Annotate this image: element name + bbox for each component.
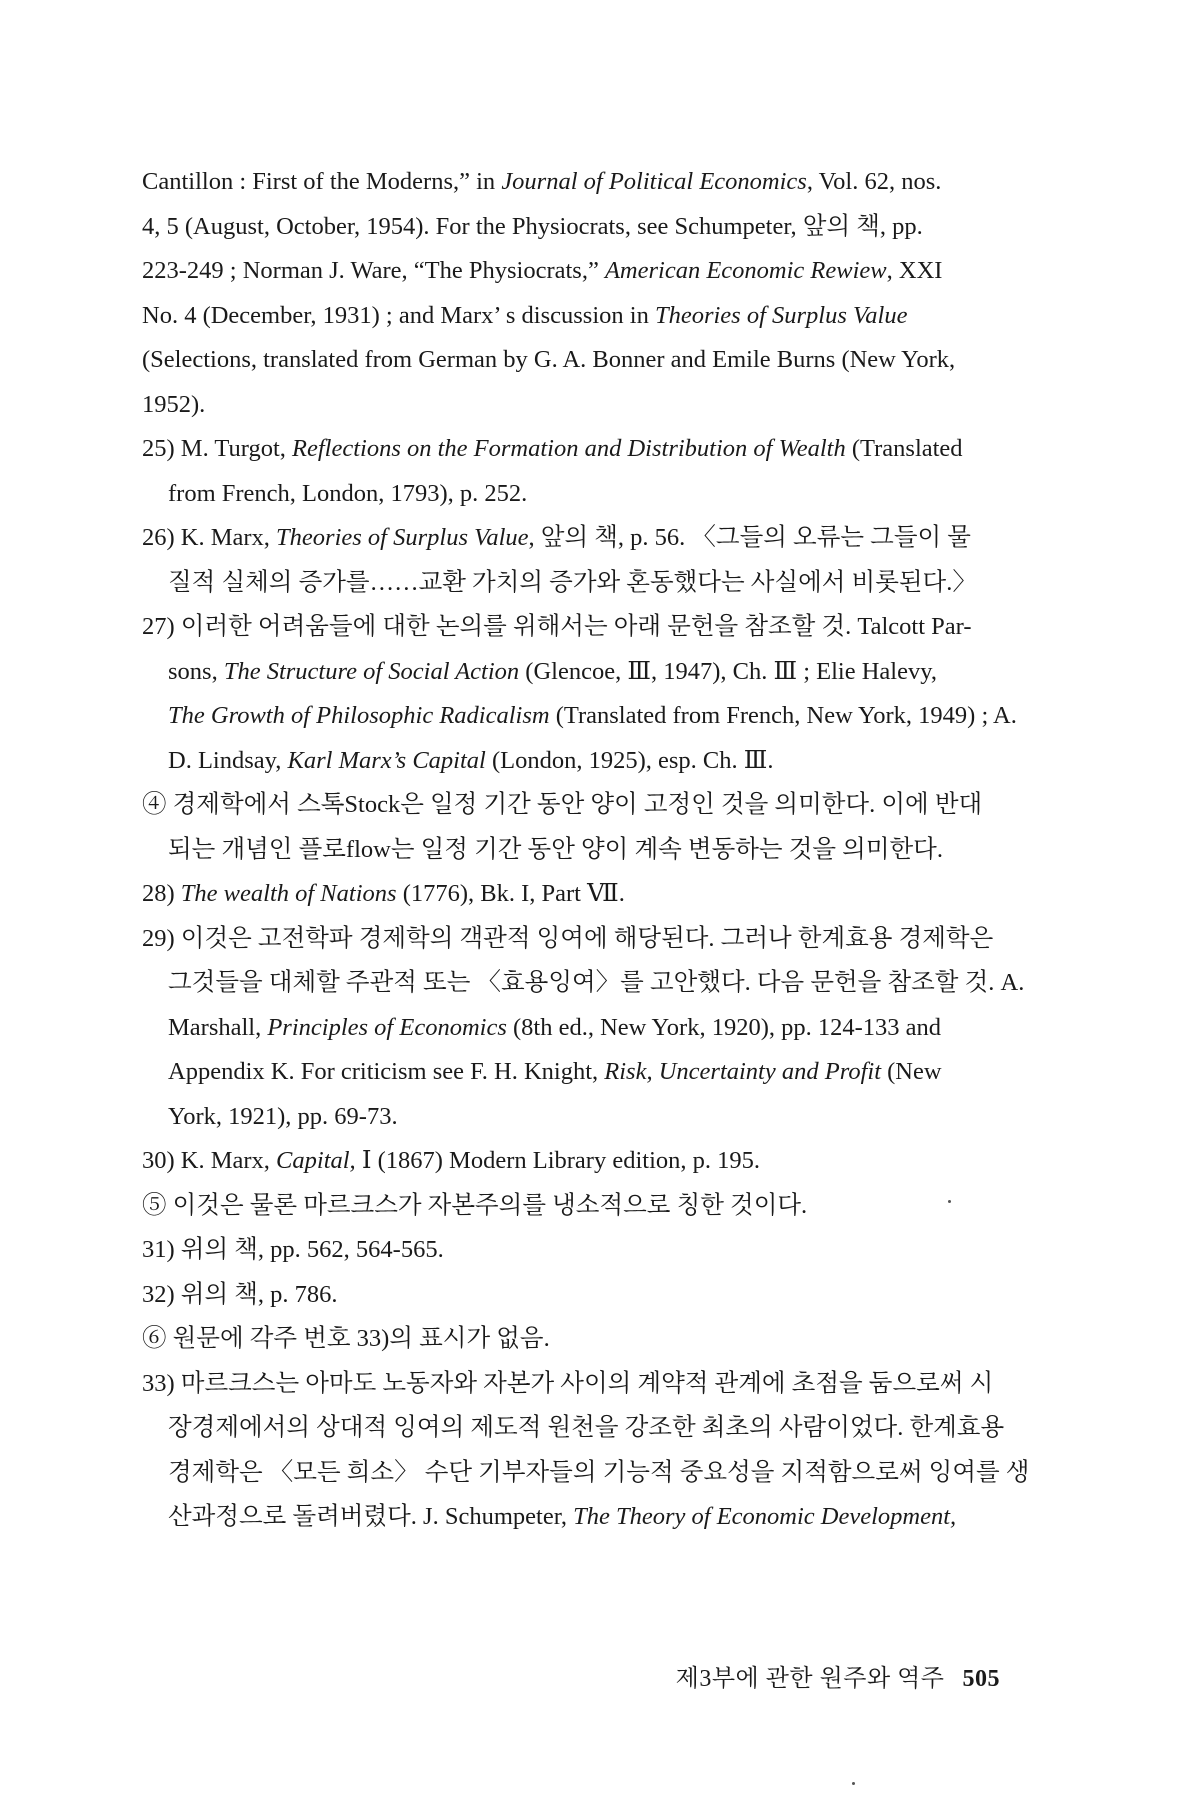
note-line: D. Lindsay, Karl Marx’s Capital (London, 1925), esp. Ch. Ⅲ. — [168, 746, 774, 774]
footnotes-body — [142, 160, 1047, 1540]
footnote-26 — [142, 516, 1047, 605]
note-line: York, 1921), pp. 69-73. — [168, 1102, 398, 1130]
footnote-27 — [142, 605, 1047, 783]
scan-speck — [948, 1200, 951, 1203]
note-line: 산과정으로 돌려버렸다. J. Schumpeter, The Theory of Economic Development, — [168, 1503, 957, 1530]
note-line: 32) 위의 책, p. 786. — [142, 1280, 338, 1308]
note-line: 28) The wealth of Nations (1776), Bk. I, Part Ⅶ. — [142, 880, 625, 907]
note-line: 30) K. Marx, Capital, Ⅰ (1867) Modern Library edition, p. 195. — [142, 1147, 761, 1174]
note-line: ⑥ 원문에 각주 번호 33)의 표시가 없음. — [142, 1325, 550, 1352]
note-line: 25) M. Turgot, Reflections on the Formation and Distribution of Wealth (Translated — [142, 435, 963, 462]
footnote-28 — [142, 872, 1047, 917]
note-line: Appendix K. For criticism see F. H. Knight, Risk, Uncertainty and Profit (New — [168, 1058, 942, 1085]
note-line: 27) 이러한 어려움들에 대한 논의를 위해서는 아래 문헌을 참조할 것. Talcott Par- — [142, 613, 972, 640]
note-line: The Growth of Philosophic Radicalism (Translated from French, New York, 1949) ; A. — [168, 702, 1017, 729]
note-line: 질적 실체의 증가를……교환 가치의 증가와 혼동했다는 사실에서 비롯된다.〉 — [168, 568, 977, 596]
note-line: 31) 위의 책, pp. 562, 564-565. — [142, 1236, 444, 1263]
note-continued — [142, 160, 1047, 427]
page-number: 505 — [962, 1666, 1000, 1692]
running-head: 제3부에 관한 원주와 역주 — [675, 1666, 945, 1692]
note-line: Marshall, Principles of Economics (8th ed., New York, 1920), pp. 124-133 and — [168, 1013, 942, 1041]
note-line: 1952). — [142, 390, 206, 418]
note-line: ④ 경제학에서 스톡Stock은 일정 기간 동안 양이 고정인 것을 의미한다. 이에 반대 — [142, 791, 983, 818]
note-line: from French, London, 1793), p. 252. — [168, 479, 528, 507]
note-line: ⑤ 이것은 물론 마르크스가 자본주의를 냉소적으로 칭한 것이다. — [142, 1191, 808, 1219]
footnote-32 — [142, 1273, 1047, 1318]
note-line: 33) 마르크스는 아마도 노동자와 자본가 사이의 계약적 관계에 초점을 둠으로써 시 — [142, 1369, 994, 1397]
note-line: 29) 이것은 고전학파 경제학의 객관적 잉여에 해당된다. 그러나 한계효용 경제학은 — [142, 924, 994, 952]
footnote-29 — [142, 917, 1047, 1140]
footnote-30 — [142, 1139, 1047, 1184]
translator-note-4 — [142, 783, 1047, 872]
note-line: 경제학은 〈모든 희소〉 수단 기부자들의 기능적 중요성을 지적함으로써 잉여를 생 — [168, 1458, 1030, 1486]
note-line: 되는 개념인 플로flow는 일정 기간 동안 양이 계속 변동하는 것을 의미한다. — [168, 835, 943, 863]
translator-note-6 — [142, 1317, 1047, 1362]
note-line: (Selections, translated from German by G. A. Bonner and Emile Burns (New York, — [142, 346, 956, 373]
note-line: 223-249 ; Norman J. Ware, “The Physiocrats,” American Economic Rewiew, XXI — [142, 257, 943, 284]
scan-speck — [852, 1782, 855, 1785]
footnote-31 — [142, 1228, 1047, 1273]
page-footer — [676, 1658, 1000, 1693]
note-line: 그것들을 대체할 주관적 또는 〈효용잉여〉를 고안했다. 다음 문헌을 참조할 것. A. — [168, 969, 1025, 996]
note-line: 4, 5 (August, October, 1954). For the Physiocrats, see Schumpeter, 앞의 책, pp. — [142, 212, 923, 240]
note-line: sons, The Structure of Social Action (Glencoe, Ⅲ, 1947), Ch. Ⅲ ; Elie Halevy, — [168, 657, 937, 685]
note-line: 26) K. Marx, Theories of Surplus Value, 앞의 책, p. 56. 〈그들의 오류는 그들이 물 — [142, 524, 971, 551]
note-line: Cantillon : First of the Moderns,” in Journal of Political Economics, Vol. 62, nos. — [142, 168, 942, 195]
note-line: No. 4 (December, 1931) ; and Marx’ s discussion in Theories of Surplus Value — [142, 301, 908, 329]
note-line: 장경제에서의 상대적 잉여의 제도적 원천을 강조한 최초의 사람이었다. 한계효용 — [168, 1414, 1005, 1441]
translator-note-5 — [142, 1184, 1047, 1229]
footnote-25 — [142, 427, 1047, 516]
footnote-33 — [142, 1362, 1047, 1540]
